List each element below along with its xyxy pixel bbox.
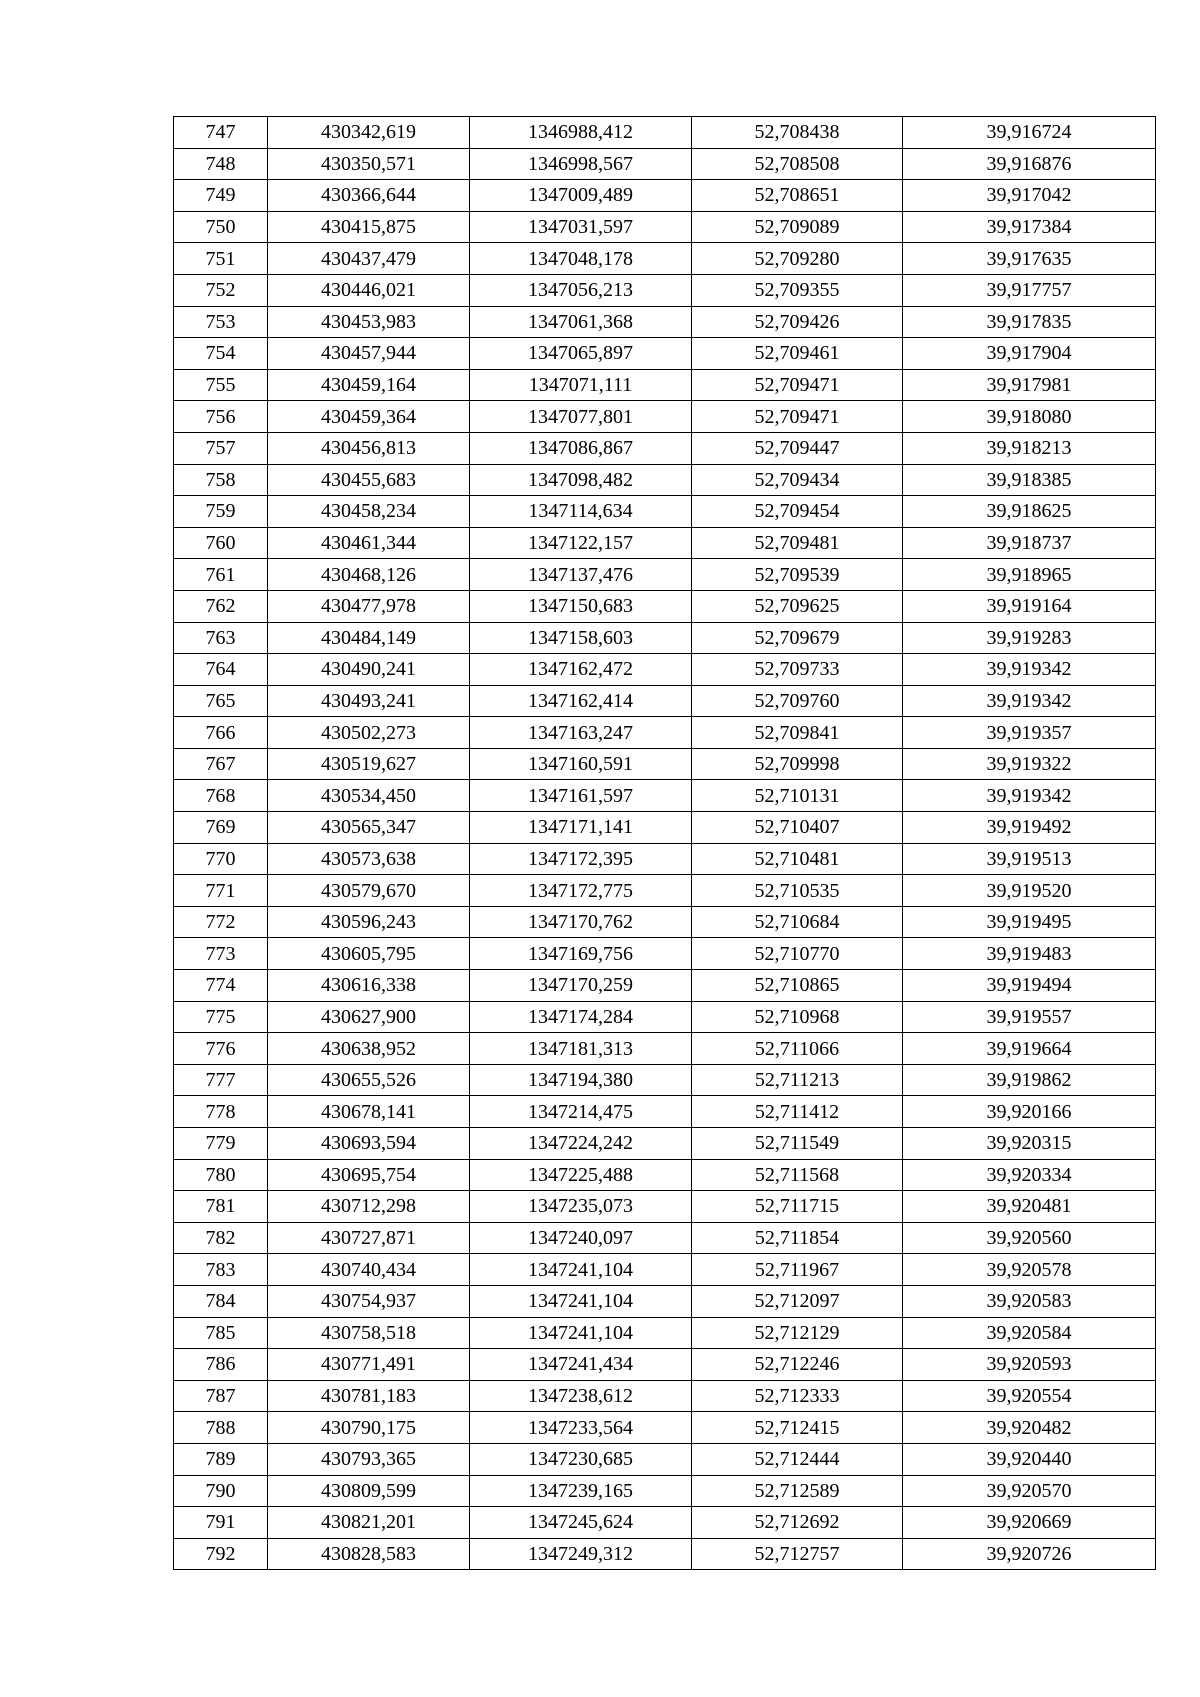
y-coordinate-cell: 1347162,472 bbox=[470, 654, 692, 686]
table-row bbox=[174, 780, 1156, 812]
x-coordinate-cell: 430678,141 bbox=[268, 1096, 470, 1128]
x-coordinate-cell: 430771,491 bbox=[268, 1349, 470, 1381]
y-coordinate-cell: 1347161,597 bbox=[470, 780, 692, 812]
latitude-cell: 52,709481 bbox=[692, 527, 903, 559]
point-number-cell: 752 bbox=[174, 274, 268, 306]
longitude-cell: 39,919322 bbox=[903, 748, 1156, 780]
table-row bbox=[174, 717, 1156, 749]
y-coordinate-cell: 1347224,242 bbox=[470, 1128, 692, 1160]
latitude-cell: 52,708508 bbox=[692, 148, 903, 180]
table-row bbox=[174, 685, 1156, 717]
x-coordinate-cell: 430758,518 bbox=[268, 1317, 470, 1349]
point-number-cell: 769 bbox=[174, 812, 268, 844]
y-coordinate-cell: 1347158,603 bbox=[470, 622, 692, 654]
longitude-cell: 39,917635 bbox=[903, 243, 1156, 275]
latitude-cell: 52,710684 bbox=[692, 906, 903, 938]
x-coordinate-cell: 430740,434 bbox=[268, 1254, 470, 1286]
y-coordinate-cell: 1347160,591 bbox=[470, 748, 692, 780]
longitude-cell: 39,919483 bbox=[903, 938, 1156, 970]
point-number-cell: 770 bbox=[174, 843, 268, 875]
table-row bbox=[174, 1254, 1156, 1286]
table-row bbox=[174, 1538, 1156, 1570]
x-coordinate-cell: 430655,526 bbox=[268, 1064, 470, 1096]
table-row bbox=[174, 875, 1156, 907]
longitude-cell: 39,919664 bbox=[903, 1033, 1156, 1065]
x-coordinate-cell: 430534,450 bbox=[268, 780, 470, 812]
latitude-cell: 52,712692 bbox=[692, 1507, 903, 1539]
x-coordinate-cell: 430627,900 bbox=[268, 1001, 470, 1033]
x-coordinate-cell: 430459,164 bbox=[268, 369, 470, 401]
table-row bbox=[174, 180, 1156, 212]
y-coordinate-cell: 1347061,368 bbox=[470, 306, 692, 338]
x-coordinate-cell: 430821,201 bbox=[268, 1507, 470, 1539]
table-row bbox=[174, 1317, 1156, 1349]
table-row bbox=[174, 1033, 1156, 1065]
table-row bbox=[174, 243, 1156, 275]
latitude-cell: 52,711066 bbox=[692, 1033, 903, 1065]
longitude-cell: 39,916876 bbox=[903, 148, 1156, 180]
longitude-cell: 39,919520 bbox=[903, 875, 1156, 907]
latitude-cell: 52,709841 bbox=[692, 717, 903, 749]
point-number-cell: 751 bbox=[174, 243, 268, 275]
table-row bbox=[174, 1349, 1156, 1381]
latitude-cell: 52,709471 bbox=[692, 401, 903, 433]
y-coordinate-cell: 1347098,482 bbox=[470, 464, 692, 496]
table-row bbox=[174, 432, 1156, 464]
point-number-cell: 761 bbox=[174, 559, 268, 591]
table-row bbox=[174, 906, 1156, 938]
table-row bbox=[174, 338, 1156, 370]
x-coordinate-cell: 430366,644 bbox=[268, 180, 470, 212]
y-coordinate-cell: 1347241,434 bbox=[470, 1349, 692, 1381]
point-number-cell: 771 bbox=[174, 875, 268, 907]
table-row bbox=[174, 748, 1156, 780]
y-coordinate-cell: 1347031,597 bbox=[470, 211, 692, 243]
x-coordinate-cell: 430828,583 bbox=[268, 1538, 470, 1570]
y-coordinate-cell: 1347056,213 bbox=[470, 274, 692, 306]
table-row bbox=[174, 306, 1156, 338]
latitude-cell: 52,709355 bbox=[692, 274, 903, 306]
table-row bbox=[174, 148, 1156, 180]
y-coordinate-cell: 1347238,612 bbox=[470, 1380, 692, 1412]
point-number-cell: 786 bbox=[174, 1349, 268, 1381]
point-number-cell: 781 bbox=[174, 1191, 268, 1223]
latitude-cell: 52,709426 bbox=[692, 306, 903, 338]
point-number-cell: 778 bbox=[174, 1096, 268, 1128]
longitude-cell: 39,920593 bbox=[903, 1349, 1156, 1381]
latitude-cell: 52,712333 bbox=[692, 1380, 903, 1412]
table-row bbox=[174, 1380, 1156, 1412]
longitude-cell: 39,920560 bbox=[903, 1222, 1156, 1254]
table-row bbox=[174, 1159, 1156, 1191]
longitude-cell: 39,920481 bbox=[903, 1191, 1156, 1223]
x-coordinate-cell: 430579,670 bbox=[268, 875, 470, 907]
table-row bbox=[174, 1285, 1156, 1317]
latitude-cell: 52,711967 bbox=[692, 1254, 903, 1286]
latitude-cell: 52,709679 bbox=[692, 622, 903, 654]
longitude-cell: 39,919513 bbox=[903, 843, 1156, 875]
x-coordinate-cell: 430573,638 bbox=[268, 843, 470, 875]
y-coordinate-cell: 1347065,897 bbox=[470, 338, 692, 370]
point-number-cell: 791 bbox=[174, 1507, 268, 1539]
longitude-cell: 39,920578 bbox=[903, 1254, 1156, 1286]
x-coordinate-cell: 430616,338 bbox=[268, 970, 470, 1002]
x-coordinate-cell: 430468,126 bbox=[268, 559, 470, 591]
latitude-cell: 52,708438 bbox=[692, 117, 903, 149]
table-row bbox=[174, 211, 1156, 243]
longitude-cell: 39,919492 bbox=[903, 812, 1156, 844]
longitude-cell: 39,920584 bbox=[903, 1317, 1156, 1349]
table-row bbox=[174, 1507, 1156, 1539]
table-row bbox=[174, 369, 1156, 401]
y-coordinate-cell: 1347137,476 bbox=[470, 559, 692, 591]
latitude-cell: 52,709280 bbox=[692, 243, 903, 275]
longitude-cell: 39,919495 bbox=[903, 906, 1156, 938]
x-coordinate-cell: 430457,944 bbox=[268, 338, 470, 370]
longitude-cell: 39,920669 bbox=[903, 1507, 1156, 1539]
longitude-cell: 39,920554 bbox=[903, 1380, 1156, 1412]
longitude-cell: 39,919342 bbox=[903, 685, 1156, 717]
point-number-cell: 749 bbox=[174, 180, 268, 212]
y-coordinate-cell: 1347171,141 bbox=[470, 812, 692, 844]
table-row bbox=[174, 1001, 1156, 1033]
x-coordinate-cell: 430727,871 bbox=[268, 1222, 470, 1254]
point-number-cell: 758 bbox=[174, 464, 268, 496]
point-number-cell: 775 bbox=[174, 1001, 268, 1033]
latitude-cell: 52,709760 bbox=[692, 685, 903, 717]
x-coordinate-cell: 430502,273 bbox=[268, 717, 470, 749]
y-coordinate-cell: 1346998,567 bbox=[470, 148, 692, 180]
x-coordinate-cell: 430446,021 bbox=[268, 274, 470, 306]
point-number-cell: 757 bbox=[174, 432, 268, 464]
latitude-cell: 52,710481 bbox=[692, 843, 903, 875]
latitude-cell: 52,712246 bbox=[692, 1349, 903, 1381]
longitude-cell: 39,919342 bbox=[903, 780, 1156, 812]
longitude-cell: 39,920726 bbox=[903, 1538, 1156, 1570]
point-number-cell: 773 bbox=[174, 938, 268, 970]
table-row bbox=[174, 1128, 1156, 1160]
y-coordinate-cell: 1347009,489 bbox=[470, 180, 692, 212]
y-coordinate-cell: 1347245,624 bbox=[470, 1507, 692, 1539]
point-number-cell: 792 bbox=[174, 1538, 268, 1570]
latitude-cell: 52,711715 bbox=[692, 1191, 903, 1223]
point-number-cell: 784 bbox=[174, 1285, 268, 1317]
latitude-cell: 52,709539 bbox=[692, 559, 903, 591]
table-row bbox=[174, 1475, 1156, 1507]
longitude-cell: 39,920315 bbox=[903, 1128, 1156, 1160]
x-coordinate-cell: 430459,364 bbox=[268, 401, 470, 433]
longitude-cell: 39,919342 bbox=[903, 654, 1156, 686]
x-coordinate-cell: 430712,298 bbox=[268, 1191, 470, 1223]
table-row bbox=[174, 622, 1156, 654]
y-coordinate-cell: 1347194,380 bbox=[470, 1064, 692, 1096]
y-coordinate-cell: 1347086,867 bbox=[470, 432, 692, 464]
y-coordinate-cell: 1347240,097 bbox=[470, 1222, 692, 1254]
x-coordinate-cell: 430458,234 bbox=[268, 496, 470, 528]
longitude-cell: 39,920334 bbox=[903, 1159, 1156, 1191]
x-coordinate-cell: 430638,952 bbox=[268, 1033, 470, 1065]
point-number-cell: 753 bbox=[174, 306, 268, 338]
y-coordinate-cell: 1347169,756 bbox=[470, 938, 692, 970]
point-number-cell: 764 bbox=[174, 654, 268, 686]
table-row bbox=[174, 1412, 1156, 1444]
y-coordinate-cell: 1347214,475 bbox=[470, 1096, 692, 1128]
x-coordinate-cell: 430565,347 bbox=[268, 812, 470, 844]
x-coordinate-cell: 430342,619 bbox=[268, 117, 470, 149]
longitude-cell: 39,919494 bbox=[903, 970, 1156, 1002]
latitude-cell: 52,710865 bbox=[692, 970, 903, 1002]
table-row bbox=[174, 1443, 1156, 1475]
longitude-cell: 39,920166 bbox=[903, 1096, 1156, 1128]
point-number-cell: 767 bbox=[174, 748, 268, 780]
y-coordinate-cell: 1347122,157 bbox=[470, 527, 692, 559]
longitude-cell: 39,919862 bbox=[903, 1064, 1156, 1096]
longitude-cell: 39,920482 bbox=[903, 1412, 1156, 1444]
point-number-cell: 763 bbox=[174, 622, 268, 654]
point-number-cell: 782 bbox=[174, 1222, 268, 1254]
latitude-cell: 52,710535 bbox=[692, 875, 903, 907]
longitude-cell: 39,917981 bbox=[903, 369, 1156, 401]
x-coordinate-cell: 430493,241 bbox=[268, 685, 470, 717]
x-coordinate-cell: 430781,183 bbox=[268, 1380, 470, 1412]
latitude-cell: 52,709461 bbox=[692, 338, 903, 370]
point-number-cell: 776 bbox=[174, 1033, 268, 1065]
latitude-cell: 52,710407 bbox=[692, 812, 903, 844]
table-row bbox=[174, 1222, 1156, 1254]
y-coordinate-cell: 1347162,414 bbox=[470, 685, 692, 717]
point-number-cell: 768 bbox=[174, 780, 268, 812]
point-number-cell: 760 bbox=[174, 527, 268, 559]
latitude-cell: 52,711568 bbox=[692, 1159, 903, 1191]
table-row bbox=[174, 274, 1156, 306]
table-row bbox=[174, 812, 1156, 844]
x-coordinate-cell: 430350,571 bbox=[268, 148, 470, 180]
x-coordinate-cell: 430415,875 bbox=[268, 211, 470, 243]
table-row bbox=[174, 464, 1156, 496]
latitude-cell: 52,712415 bbox=[692, 1412, 903, 1444]
table-row bbox=[174, 590, 1156, 622]
point-number-cell: 762 bbox=[174, 590, 268, 622]
x-coordinate-cell: 430693,594 bbox=[268, 1128, 470, 1160]
point-number-cell: 754 bbox=[174, 338, 268, 370]
longitude-cell: 39,918385 bbox=[903, 464, 1156, 496]
point-number-cell: 787 bbox=[174, 1380, 268, 1412]
latitude-cell: 52,710968 bbox=[692, 1001, 903, 1033]
x-coordinate-cell: 430605,795 bbox=[268, 938, 470, 970]
y-coordinate-cell: 1347181,313 bbox=[470, 1033, 692, 1065]
table-row bbox=[174, 938, 1156, 970]
longitude-cell: 39,920570 bbox=[903, 1475, 1156, 1507]
point-number-cell: 785 bbox=[174, 1317, 268, 1349]
longitude-cell: 39,918737 bbox=[903, 527, 1156, 559]
y-coordinate-cell: 1347225,488 bbox=[470, 1159, 692, 1191]
x-coordinate-cell: 430790,175 bbox=[268, 1412, 470, 1444]
x-coordinate-cell: 430754,937 bbox=[268, 1285, 470, 1317]
latitude-cell: 52,712129 bbox=[692, 1317, 903, 1349]
y-coordinate-cell: 1347241,104 bbox=[470, 1285, 692, 1317]
point-number-cell: 772 bbox=[174, 906, 268, 938]
point-number-cell: 756 bbox=[174, 401, 268, 433]
x-coordinate-cell: 430484,149 bbox=[268, 622, 470, 654]
longitude-cell: 39,920440 bbox=[903, 1443, 1156, 1475]
x-coordinate-cell: 430596,243 bbox=[268, 906, 470, 938]
latitude-cell: 52,712444 bbox=[692, 1443, 903, 1475]
point-number-cell: 777 bbox=[174, 1064, 268, 1096]
point-number-cell: 774 bbox=[174, 970, 268, 1002]
y-coordinate-cell: 1347170,762 bbox=[470, 906, 692, 938]
latitude-cell: 52,711213 bbox=[692, 1064, 903, 1096]
latitude-cell: 52,711549 bbox=[692, 1128, 903, 1160]
longitude-cell: 39,920583 bbox=[903, 1285, 1156, 1317]
y-coordinate-cell: 1347114,634 bbox=[470, 496, 692, 528]
point-number-cell: 759 bbox=[174, 496, 268, 528]
longitude-cell: 39,917904 bbox=[903, 338, 1156, 370]
y-coordinate-cell: 1347230,685 bbox=[470, 1443, 692, 1475]
point-number-cell: 748 bbox=[174, 148, 268, 180]
y-coordinate-cell: 1347233,564 bbox=[470, 1412, 692, 1444]
latitude-cell: 52,711854 bbox=[692, 1222, 903, 1254]
longitude-cell: 39,918213 bbox=[903, 432, 1156, 464]
latitude-cell: 52,709471 bbox=[692, 369, 903, 401]
x-coordinate-cell: 430793,365 bbox=[268, 1443, 470, 1475]
x-coordinate-cell: 430519,627 bbox=[268, 748, 470, 780]
longitude-cell: 39,919357 bbox=[903, 717, 1156, 749]
table-row bbox=[174, 496, 1156, 528]
x-coordinate-cell: 430695,754 bbox=[268, 1159, 470, 1191]
latitude-cell: 52,709454 bbox=[692, 496, 903, 528]
y-coordinate-cell: 1347172,395 bbox=[470, 843, 692, 875]
y-coordinate-cell: 1346988,412 bbox=[470, 117, 692, 149]
y-coordinate-cell: 1347163,247 bbox=[470, 717, 692, 749]
table-row bbox=[174, 1096, 1156, 1128]
y-coordinate-cell: 1347170,259 bbox=[470, 970, 692, 1002]
x-coordinate-cell: 430461,344 bbox=[268, 527, 470, 559]
y-coordinate-cell: 1347048,178 bbox=[470, 243, 692, 275]
table-row bbox=[174, 559, 1156, 591]
latitude-cell: 52,709625 bbox=[692, 590, 903, 622]
longitude-cell: 39,917757 bbox=[903, 274, 1156, 306]
table-row bbox=[174, 654, 1156, 686]
y-coordinate-cell: 1347150,683 bbox=[470, 590, 692, 622]
y-coordinate-cell: 1347241,104 bbox=[470, 1254, 692, 1286]
x-coordinate-cell: 430809,599 bbox=[268, 1475, 470, 1507]
longitude-cell: 39,918965 bbox=[903, 559, 1156, 591]
y-coordinate-cell: 1347071,111 bbox=[470, 369, 692, 401]
table-row bbox=[174, 1191, 1156, 1223]
longitude-cell: 39,917835 bbox=[903, 306, 1156, 338]
y-coordinate-cell: 1347077,801 bbox=[470, 401, 692, 433]
point-number-cell: 783 bbox=[174, 1254, 268, 1286]
x-coordinate-cell: 430477,978 bbox=[268, 590, 470, 622]
point-number-cell: 779 bbox=[174, 1128, 268, 1160]
point-number-cell: 766 bbox=[174, 717, 268, 749]
y-coordinate-cell: 1347239,165 bbox=[470, 1475, 692, 1507]
x-coordinate-cell: 430456,813 bbox=[268, 432, 470, 464]
longitude-cell: 39,918080 bbox=[903, 401, 1156, 433]
table-row bbox=[174, 970, 1156, 1002]
latitude-cell: 52,712589 bbox=[692, 1475, 903, 1507]
x-coordinate-cell: 430453,983 bbox=[268, 306, 470, 338]
y-coordinate-cell: 1347241,104 bbox=[470, 1317, 692, 1349]
latitude-cell: 52,710131 bbox=[692, 780, 903, 812]
latitude-cell: 52,709434 bbox=[692, 464, 903, 496]
longitude-cell: 39,919283 bbox=[903, 622, 1156, 654]
latitude-cell: 52,709089 bbox=[692, 211, 903, 243]
y-coordinate-cell: 1347172,775 bbox=[470, 875, 692, 907]
point-number-cell: 765 bbox=[174, 685, 268, 717]
latitude-cell: 52,708651 bbox=[692, 180, 903, 212]
y-coordinate-cell: 1347174,284 bbox=[470, 1001, 692, 1033]
longitude-cell: 39,918625 bbox=[903, 496, 1156, 528]
y-coordinate-cell: 1347249,312 bbox=[470, 1538, 692, 1570]
latitude-cell: 52,709447 bbox=[692, 432, 903, 464]
y-coordinate-cell: 1347235,073 bbox=[470, 1191, 692, 1223]
point-number-cell: 747 bbox=[174, 117, 268, 149]
longitude-cell: 39,917042 bbox=[903, 180, 1156, 212]
latitude-cell: 52,709733 bbox=[692, 654, 903, 686]
table-row bbox=[174, 1064, 1156, 1096]
x-coordinate-cell: 430455,683 bbox=[268, 464, 470, 496]
table-row bbox=[174, 117, 1156, 149]
point-number-cell: 750 bbox=[174, 211, 268, 243]
table-row bbox=[174, 527, 1156, 559]
longitude-cell: 39,916724 bbox=[903, 117, 1156, 149]
latitude-cell: 52,710770 bbox=[692, 938, 903, 970]
x-coordinate-cell: 430437,479 bbox=[268, 243, 470, 275]
longitude-cell: 39,917384 bbox=[903, 211, 1156, 243]
latitude-cell: 52,712757 bbox=[692, 1538, 903, 1570]
longitude-cell: 39,919164 bbox=[903, 590, 1156, 622]
latitude-cell: 52,711412 bbox=[692, 1096, 903, 1128]
x-coordinate-cell: 430490,241 bbox=[268, 654, 470, 686]
point-number-cell: 788 bbox=[174, 1412, 268, 1444]
latitude-cell: 52,712097 bbox=[692, 1285, 903, 1317]
point-number-cell: 780 bbox=[174, 1159, 268, 1191]
table-row bbox=[174, 401, 1156, 433]
longitude-cell: 39,919557 bbox=[903, 1001, 1156, 1033]
latitude-cell: 52,709998 bbox=[692, 748, 903, 780]
point-number-cell: 789 bbox=[174, 1443, 268, 1475]
point-number-cell: 755 bbox=[174, 369, 268, 401]
coordinates-table-body bbox=[174, 117, 1156, 1570]
point-number-cell: 790 bbox=[174, 1475, 268, 1507]
table-row bbox=[174, 843, 1156, 875]
coordinates-table bbox=[173, 116, 1156, 1570]
